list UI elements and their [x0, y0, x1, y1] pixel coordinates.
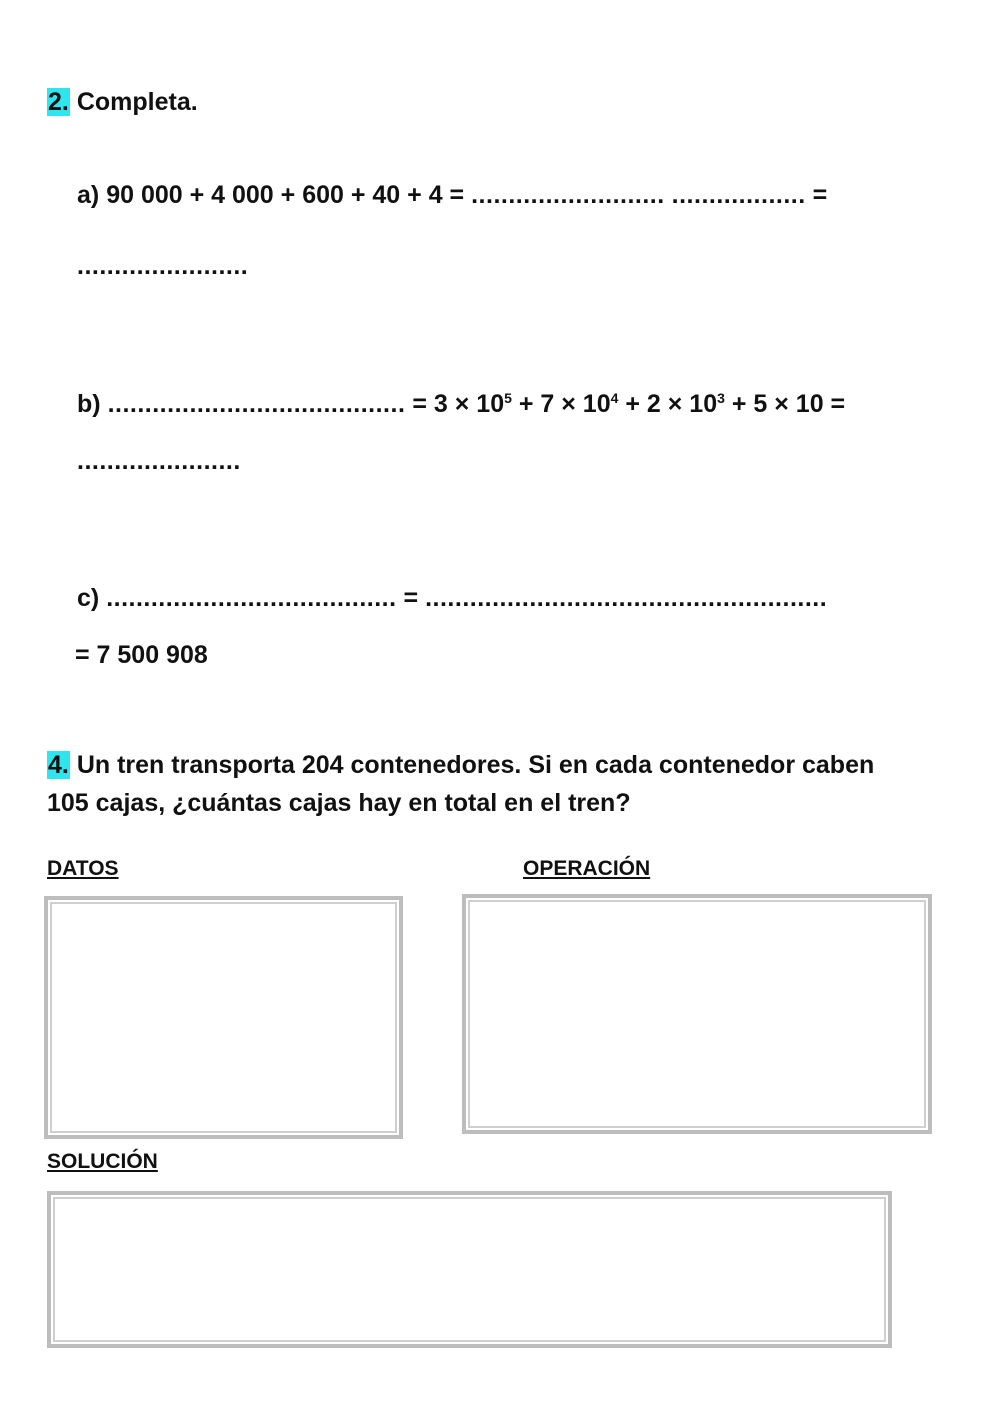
- item-a-blank-1[interactable]: ..........................: [471, 181, 665, 209]
- item-b-expression: = $3 \times 10^5 + 7 \times 10^4 + 2 \times 10^3 + 5 \times 10$ =: [412, 390, 846, 418]
- datos-label: DATOS: [47, 857, 119, 880]
- question-4-line-2: 105 cajas, ¿cuántas cajas hay en total en el tren?: [47, 789, 631, 817]
- item-c-label: c): [77, 584, 100, 612]
- solucion-label: SOLUCIÓN: [47, 1150, 158, 1173]
- item-b-blank-1[interactable]: ........................................: [107, 390, 406, 418]
- item-b-line: [77, 390, 845, 419]
- item-b-blank-2[interactable]: ......................: [77, 447, 241, 475]
- item-a-expression: 90 000 + 4 000 + 600 + 40 + 4 =: [106, 181, 465, 209]
- item-c-blank-2[interactable]: ......................................................: [425, 584, 828, 612]
- question-4-number: 4.: [48, 751, 69, 779]
- item-a-blank-2[interactable]: ..................: [671, 181, 806, 209]
- item-b-label: b): [77, 390, 101, 418]
- question-4-text: [47, 746, 874, 822]
- item-a-label: a): [77, 181, 100, 209]
- item-a-line: [77, 181, 827, 210]
- item-c-line: [77, 584, 827, 613]
- item-c-equals: =: [403, 584, 419, 612]
- operacion-box[interactable]: [462, 894, 932, 1134]
- operacion-label: OPERACIÓN: [523, 857, 651, 880]
- item-a-line-2: [77, 252, 248, 281]
- solucion-box[interactable]: [47, 1191, 892, 1348]
- question-2-number: 2.: [48, 88, 69, 116]
- question-2-heading: Completa.: [76, 88, 198, 116]
- item-c-result: = 7 500 908: [75, 641, 208, 669]
- item-a-equals: =: [812, 181, 828, 209]
- item-c-blank-1[interactable]: .......................................: [106, 584, 397, 612]
- datos-box[interactable]: [44, 896, 403, 1139]
- item-a-blank-3[interactable]: .......................: [77, 252, 249, 280]
- question-4-line-1: Un tren transporta 204 contenedores. Si en cada contenedor caben: [76, 751, 875, 779]
- item-b-line-2: [77, 447, 241, 476]
- question-2-title: [47, 88, 198, 117]
